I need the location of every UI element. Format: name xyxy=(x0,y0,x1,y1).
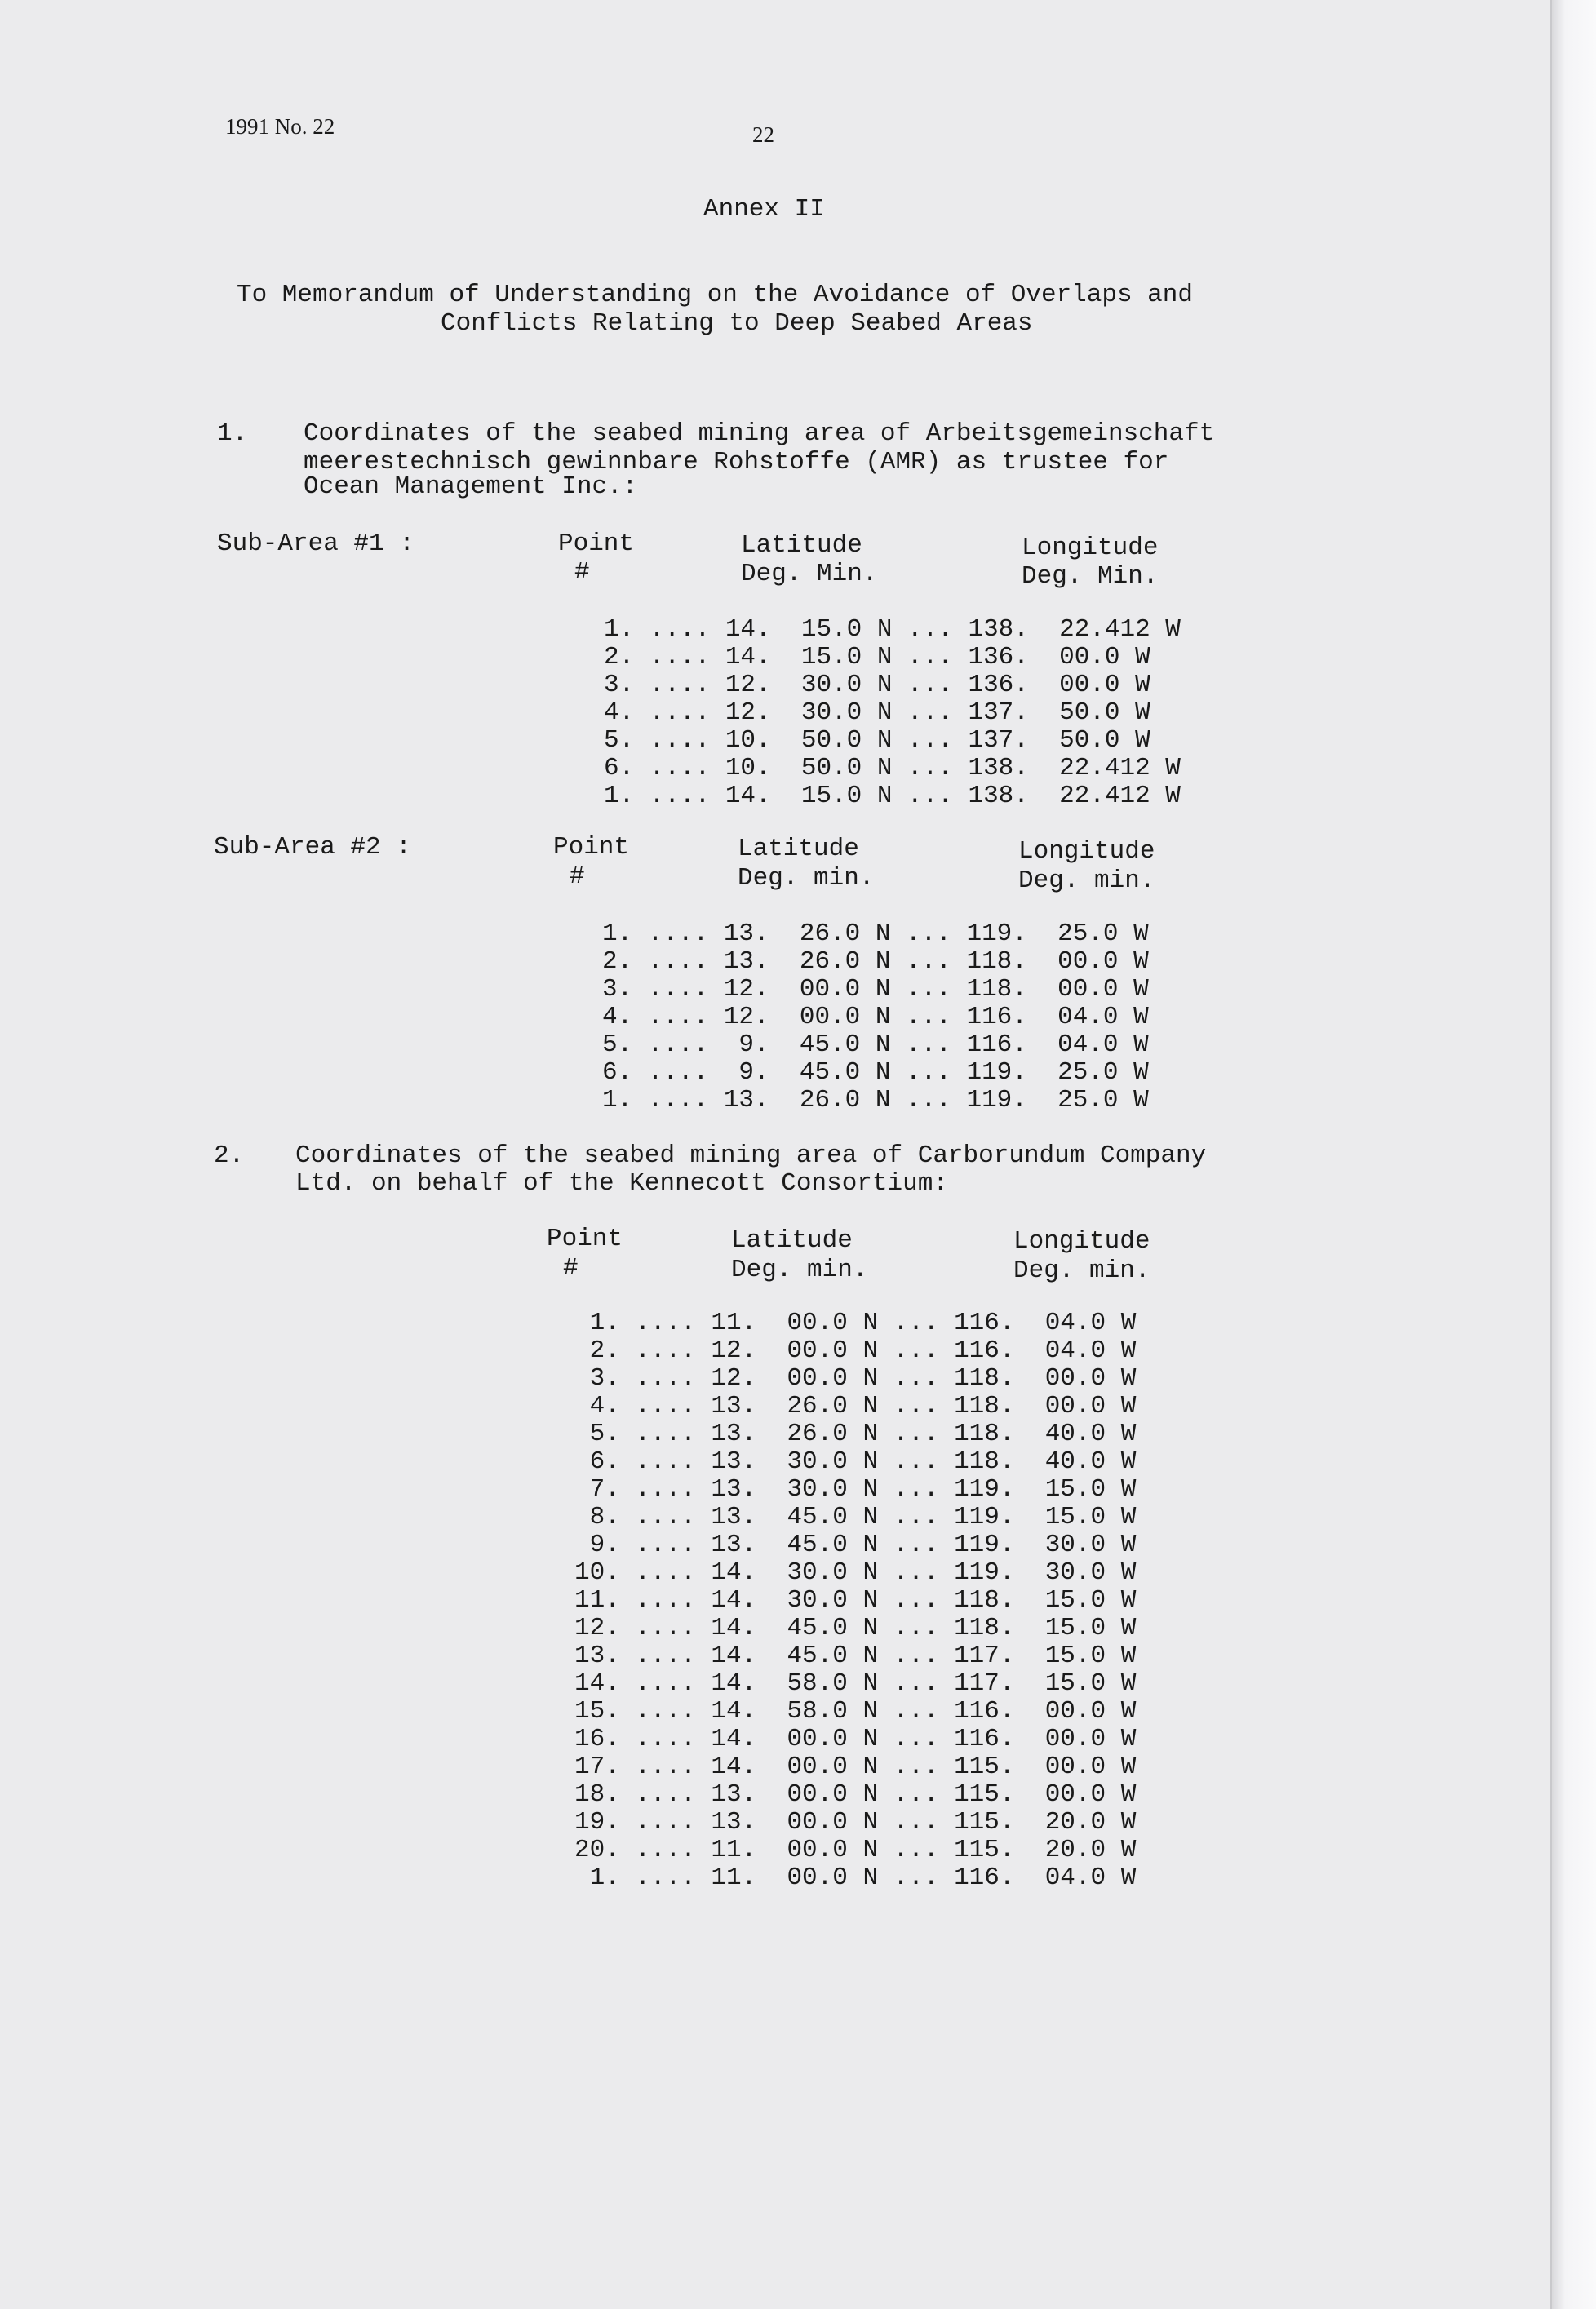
annex-title: Annex II xyxy=(703,195,825,224)
section1-text-line3: Ocean Management Inc.: xyxy=(304,472,638,501)
table-row: 10. .... 14. 30.0 N ... 119. 30.0 W xyxy=(574,1558,1137,1587)
subarea2-col-lat-units: Deg. min. xyxy=(738,864,875,893)
table-row: 5. .... 10. 50.0 N ... 137. 50.0 W xyxy=(604,726,1150,755)
section2-col-lat-units: Deg. min. xyxy=(731,1256,868,1284)
section2-text-line1: Coordinates of the seabed mining area of Carborundum Company xyxy=(295,1141,1207,1170)
subarea2-col-point: Point xyxy=(553,833,630,862)
table-row: 6. .... 9. 45.0 N ... 119. 25.0 W xyxy=(602,1058,1149,1087)
subarea1-col-lon: Longitude xyxy=(1022,534,1159,562)
subarea2-col-lon-units: Deg. min. xyxy=(1018,866,1155,895)
section2-col-lon: Longitude xyxy=(1013,1227,1150,1256)
table-row: 1. .... 13. 26.0 N ... 119. 25.0 W xyxy=(602,1086,1149,1115)
section2-col-lat: Latitude xyxy=(731,1226,853,1255)
subarea2-col-lat: Latitude xyxy=(738,835,859,863)
memo-title-line2: Conflicts Relating to Deep Seabed Areas xyxy=(441,309,1033,338)
subarea1-col-hash: # xyxy=(574,558,590,587)
subarea2-col-lon: Longitude xyxy=(1018,837,1155,866)
table-row: 5. .... 9. 45.0 N ... 116. 04.0 W xyxy=(602,1030,1149,1059)
section2-number: 2. xyxy=(214,1141,245,1170)
section2-col-hash: # xyxy=(563,1254,579,1283)
table-row: 1. .... 13. 26.0 N ... 119. 25.0 W xyxy=(602,920,1149,948)
table-row: 4. .... 12. 30.0 N ... 137. 50.0 W xyxy=(604,698,1150,727)
subarea2-label: Sub-Area #2 : xyxy=(214,833,411,862)
section1-text-line1: Coordinates of the seabed mining area of Arbeitsgemeinschaft xyxy=(304,419,1215,448)
section2-text-line2: Ltd. on behalf of the Kennecott Consortium: xyxy=(295,1169,948,1198)
page-number: 22 xyxy=(752,122,774,147)
table-row: 16. .... 14. 00.0 N ... 116. 00.0 W xyxy=(574,1725,1137,1753)
table-row: 2. .... 14. 15.0 N ... 136. 00.0 W xyxy=(604,643,1150,671)
table-row: 14. .... 14. 58.0 N ... 117. 15.0 W xyxy=(574,1669,1137,1698)
table-row: 2. .... 12. 00.0 N ... 116. 04.0 W xyxy=(574,1336,1137,1365)
publication-reference: 1991 No. 22 xyxy=(225,114,335,139)
subarea1-col-lat-units: Deg. Min. xyxy=(741,560,878,588)
table-row: 20. .... 11. 00.0 N ... 115. 20.0 W xyxy=(574,1836,1137,1864)
table-row: 1. .... 14. 15.0 N ... 138. 22.412 W xyxy=(604,615,1181,644)
subarea1-col-lat: Latitude xyxy=(741,531,862,560)
table-row: 8. .... 13. 45.0 N ... 119. 15.0 W xyxy=(574,1503,1137,1531)
table-row: 2. .... 13. 26.0 N ... 118. 00.0 W xyxy=(602,947,1149,976)
table-row: 15. .... 14. 58.0 N ... 116. 00.0 W xyxy=(574,1697,1137,1726)
table-row: 4. .... 12. 00.0 N ... 116. 04.0 W xyxy=(602,1003,1149,1031)
section2-col-point: Point xyxy=(547,1225,623,1253)
table-row: 1. .... 11. 00.0 N ... 116. 04.0 W xyxy=(574,1309,1137,1337)
table-row: 9. .... 13. 45.0 N ... 119. 30.0 W xyxy=(574,1531,1137,1559)
table-row: 5. .... 13. 26.0 N ... 118. 40.0 W xyxy=(574,1420,1137,1448)
table-row: 1. .... 11. 00.0 N ... 116. 04.0 W xyxy=(574,1864,1137,1892)
memo-title-line1: To Memorandum of Understanding on the Avoidance of Overlaps and xyxy=(237,281,1193,309)
section1-number: 1. xyxy=(217,419,248,448)
subarea2-col-hash: # xyxy=(570,862,585,891)
table-row: 18. .... 13. 00.0 N ... 115. 00.0 W xyxy=(574,1780,1137,1809)
table-row: 4. .... 13. 26.0 N ... 118. 00.0 W xyxy=(574,1392,1137,1420)
table-row: 1. .... 14. 15.0 N ... 138. 22.412 W xyxy=(604,782,1181,810)
table-row: 19. .... 13. 00.0 N ... 115. 20.0 W xyxy=(574,1808,1137,1837)
table-row: 13. .... 14. 45.0 N ... 117. 15.0 W xyxy=(574,1642,1137,1670)
section1-text-line2: meerestechnisch gewinnbare Rohstoffe (AMR) as trustee for xyxy=(304,448,1169,476)
subarea1-label: Sub-Area #1 : xyxy=(217,530,415,558)
table-row: 7. .... 13. 30.0 N ... 119. 15.0 W xyxy=(574,1475,1137,1504)
page-edge xyxy=(1550,0,1596,2309)
table-row: 6. .... 13. 30.0 N ... 118. 40.0 W xyxy=(574,1447,1137,1476)
table-row: 6. .... 10. 50.0 N ... 138. 22.412 W xyxy=(604,754,1181,782)
table-row: 11. .... 14. 30.0 N ... 118. 15.0 W xyxy=(574,1586,1137,1615)
table-row: 17. .... 14. 00.0 N ... 115. 00.0 W xyxy=(574,1753,1137,1781)
table-row: 12. .... 14. 45.0 N ... 118. 15.0 W xyxy=(574,1614,1137,1642)
section2-col-lon-units: Deg. min. xyxy=(1013,1256,1150,1285)
table-row: 3. .... 12. 00.0 N ... 118. 00.0 W xyxy=(602,975,1149,1004)
table-row: 3. .... 12. 30.0 N ... 136. 00.0 W xyxy=(604,671,1150,699)
table-row: 3. .... 12. 00.0 N ... 118. 00.0 W xyxy=(574,1364,1137,1393)
subarea1-col-point: Point xyxy=(558,530,635,558)
subarea1-col-lon-units: Deg. Min. xyxy=(1022,562,1159,591)
